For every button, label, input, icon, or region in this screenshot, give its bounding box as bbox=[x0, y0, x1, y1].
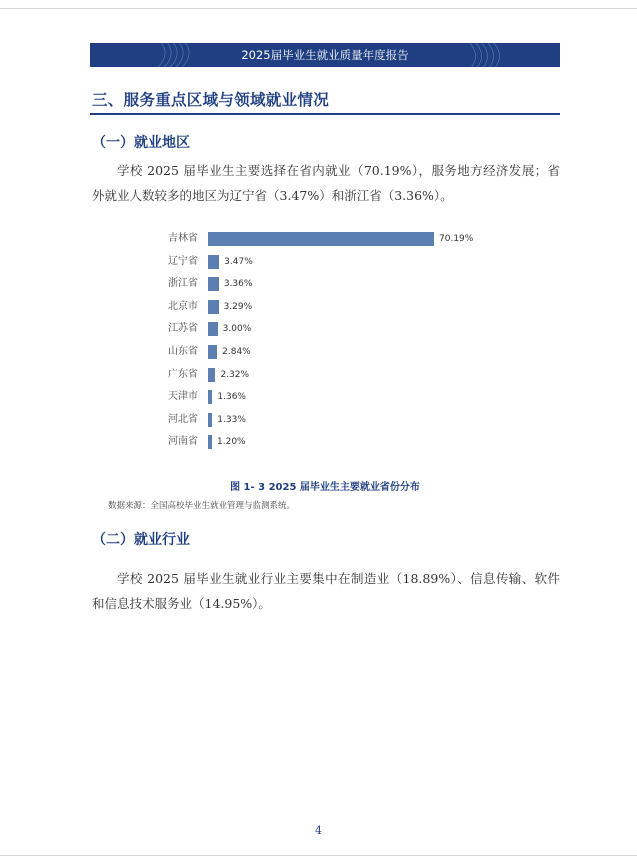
chart-row bbox=[150, 364, 530, 387]
chart-category-label: 浙江省 bbox=[168, 278, 198, 290]
chart-category-label: 辽宁省 bbox=[168, 255, 198, 267]
chart-row bbox=[150, 386, 530, 409]
chart-row bbox=[150, 409, 530, 432]
chart-bar bbox=[208, 232, 434, 246]
chart-row bbox=[150, 296, 530, 319]
chart-value-label: 1.20% bbox=[217, 437, 246, 448]
chart-category-label: 河南省 bbox=[168, 436, 198, 448]
chart-row bbox=[150, 341, 530, 364]
subsection-title-region: （一）就业地区 bbox=[92, 135, 190, 151]
chart-row bbox=[150, 273, 530, 296]
chart-bar bbox=[208, 435, 212, 449]
chart-value-label: 70.19% bbox=[439, 234, 474, 244]
figure-caption: 图 1- 3 2025 届毕业生主要就业省份分布 bbox=[230, 482, 420, 493]
chart-category-label: 江苏省 bbox=[168, 323, 198, 335]
chart-row bbox=[150, 431, 530, 454]
industry-paragraph: 学校 2025 届毕业生就业行业主要集中在制造业（18.89%）、信息传输、软件和信息技术服务业（14.95%）。 bbox=[92, 571, 560, 611]
page-number: 4 bbox=[315, 824, 322, 837]
data-source-note: 数据来源：全国高校毕业生就业管理与监测系统。 bbox=[108, 501, 296, 511]
chart-bar bbox=[208, 345, 217, 359]
chart-value-label: 3.36% bbox=[223, 279, 253, 290]
chart-category-label: 广东省 bbox=[168, 368, 198, 380]
section-title: 三、服务重点区域与领域就业情况 bbox=[92, 91, 330, 109]
chart-value-label: 3.00% bbox=[222, 324, 252, 335]
chart-bar bbox=[208, 255, 219, 269]
bottom-edge-line bbox=[0, 855, 637, 856]
chart-bar bbox=[208, 322, 218, 336]
section-divider bbox=[90, 113, 560, 115]
chart-row bbox=[150, 228, 530, 251]
region-paragraph: 学校 2025 届毕业生主要选择在省内就业（70.19%），服务地方经济发展；省外就业人数较多的地区为辽宁省（3.47%）和浙江省（3.36%）。 bbox=[92, 163, 560, 203]
chart-bar bbox=[208, 277, 219, 291]
chart-category-label: 山东省 bbox=[168, 346, 198, 357]
subsection-title-industry: （二）就业行业 bbox=[92, 532, 190, 548]
chart-value-label: 1.36% bbox=[217, 392, 246, 403]
chart-bar bbox=[208, 390, 212, 404]
header-band bbox=[90, 43, 560, 67]
chart-bar bbox=[208, 300, 219, 314]
chart-bar bbox=[208, 413, 212, 427]
chart-category-label: 吉林省 bbox=[168, 233, 198, 244]
chart-value-label: 3.47% bbox=[224, 256, 253, 267]
chart-category-label: 北京市 bbox=[168, 300, 198, 312]
chart-value-label: 3.29% bbox=[223, 301, 253, 312]
chart-bar bbox=[208, 368, 215, 382]
chart-value-label: 2.32% bbox=[220, 369, 250, 380]
chart-row bbox=[150, 251, 530, 274]
chart-category-label: 天津市 bbox=[168, 391, 198, 403]
chart-category-label: 河北省 bbox=[168, 413, 198, 425]
chart-row bbox=[150, 318, 530, 341]
top-edge-line bbox=[0, 8, 637, 9]
region-bar-chart bbox=[150, 228, 530, 460]
chart-value-label: 2.84% bbox=[222, 347, 251, 357]
chart-value-label: 1.33% bbox=[217, 414, 246, 425]
header-title: 2025届毕业生就业质量年度报告 bbox=[241, 48, 409, 62]
